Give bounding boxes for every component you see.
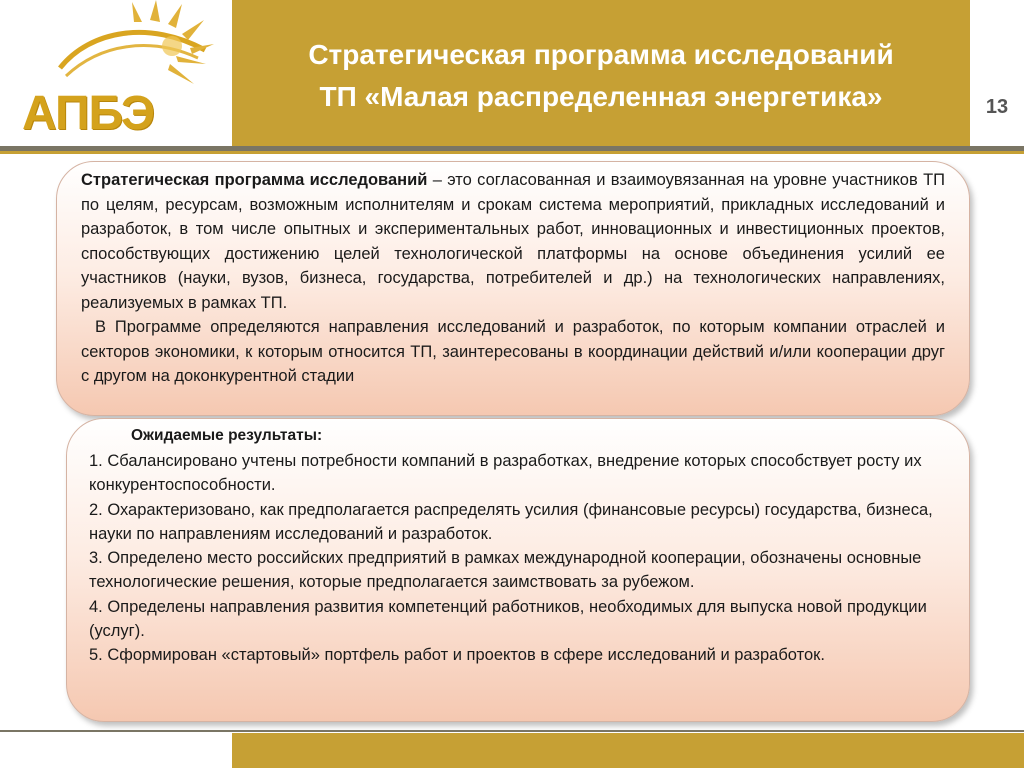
page-number: 13 <box>985 96 1009 118</box>
results-heading: Ожидаемые результаты: <box>131 427 323 444</box>
title-line-1: Стратегическая программа исследований <box>308 39 894 70</box>
logo <box>0 0 232 146</box>
result-item: 3. Определено место российских предприятий в рамках международной кооперации, обозначены основные технологические решения, которые предполагается заимствовать за рубежом. <box>89 549 922 592</box>
footer-band <box>232 733 1024 768</box>
definition-card <box>56 161 970 416</box>
page-number-box <box>970 0 1024 146</box>
slide-header <box>0 0 1024 146</box>
logo-text: АПБЭ <box>22 87 154 140</box>
footer-divider <box>0 730 1024 732</box>
results-card <box>66 418 970 722</box>
title-line-2: ТП «Малая распределенная энергетика» <box>319 81 883 112</box>
result-item: 2. Охарактеризовано, как предполагается распределять усилия (финансовые ресурсы) государства, бизнеса, науки по направлениям исследований и разработок. <box>89 500 933 543</box>
slide-title <box>232 34 970 118</box>
definition-term: Стратегическая программа исследований <box>81 171 428 189</box>
result-item: 1. Сбалансировано учтены потребности компаний в разработках, внедрение которых способствует росту их конкурентоспособности. <box>89 452 922 495</box>
program-paragraph: В Программе определяются направления исследований и разработок, по которым компании отраслей и секторов экономики, к которым относится ТП, заинтересованы в координации действий и/или кооперации друг с другом на доконкурентной стадии <box>81 318 945 385</box>
result-item: 5. Сформирован «стартовый» портфель работ и проектов в сфере исследований и разработок. <box>89 646 825 665</box>
header-divider-accent <box>0 151 1024 154</box>
definition-body: – это согласованная и взаимоувязанная на уровне участников ТП по целям, ресурсам, возможным исполнителям и срокам система мероприятий, прикладных исследований и разработок, в том числе опытных и экспериментальных работ, инновационных и инвестиционных проектов, способствующих достижению целей технологической платформы на основе объединения усилий ее участников (науки, вузов, бизнеса, государства, потребителей и др.) на технологических направлениях, реализуемых в рамках ТП. <box>81 171 946 312</box>
result-item: 4. Определены направления развития компетенций работников, необходимых для выпуска новой продукции (услуг). <box>89 597 927 641</box>
definition-paragraph <box>81 168 945 315</box>
